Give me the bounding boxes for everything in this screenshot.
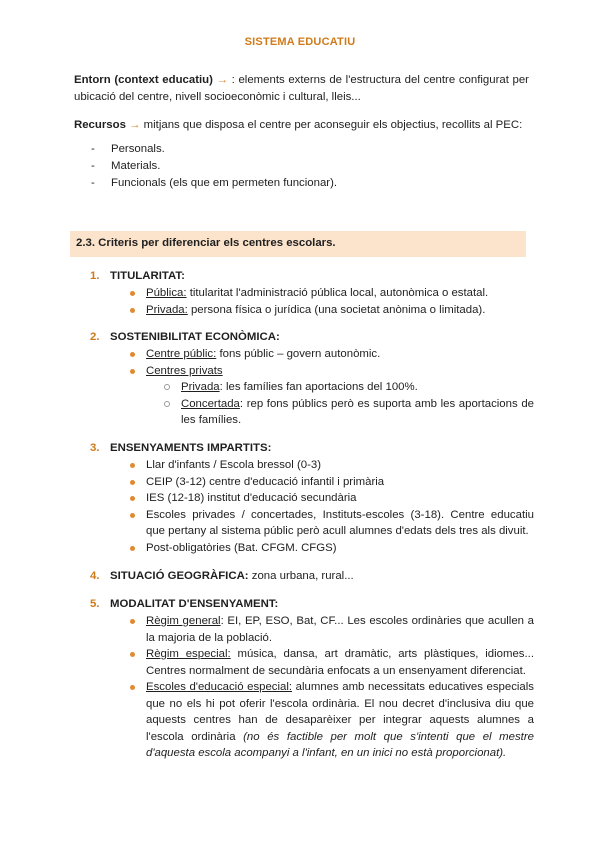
criterion-label-text: SITUACIÓ GEOGRÀFICA: <box>110 570 249 582</box>
sub-list-item <box>74 396 534 429</box>
criterion-number: 1. <box>90 270 100 282</box>
criterion-label-rest: zona urbana, rural... <box>248 570 354 582</box>
item-text: Post-obligatòries (Bat. CFGM. CFGS) <box>146 541 337 554</box>
bullet-icon <box>130 308 135 313</box>
recursos-list <box>74 141 524 192</box>
recursos-term: Recursos <box>74 119 126 131</box>
criterion-label <box>110 568 354 585</box>
criterion-titularitat <box>74 268 534 318</box>
entorn-text: : elements externs de l'estructura del centre configurat per ubicació del centre, nivell socioeconòmic i cultural, lleis... <box>74 74 529 103</box>
bullet-icon <box>130 685 135 690</box>
recursos-text: mitjans que disposa el centre per aconseguir els objectius, recollits al PEC: <box>140 119 523 131</box>
bullet-icon <box>130 513 135 518</box>
item-term: Centres privats <box>146 364 223 377</box>
item-text: : EI, EP, ESO, Bat, CF... Les escoles ordinàries que acullen a la majoria de la població. <box>146 615 534 644</box>
criterion-heading <box>74 568 534 585</box>
criterion-ensenyaments <box>74 440 534 556</box>
arrow-icon: → <box>216 74 228 86</box>
item-text: Llar d'infants / Escola bressol (0-3) <box>146 459 322 471</box>
item-text: : les famílies fan aportacions del 100%. <box>219 381 418 393</box>
criterion-sostenibilitat <box>74 329 534 429</box>
bullet-icon <box>130 652 135 657</box>
circle-bullet-icon <box>164 384 170 390</box>
section-heading-band <box>70 231 526 257</box>
bullet-icon <box>130 619 135 624</box>
bullet-icon <box>130 369 135 374</box>
arrow-icon: → <box>129 119 141 131</box>
item-text: persona física o jurídica (una societat anònima o limitada). <box>187 303 486 316</box>
bullet-icon <box>130 463 135 468</box>
bullet-icon <box>130 546 135 551</box>
circle-bullet-icon <box>164 401 170 407</box>
item-text: IES (12-18) institut d'educació secundària <box>146 492 357 504</box>
criterion-heading <box>74 268 534 285</box>
list-item <box>74 141 524 158</box>
item-term: Centre públic: <box>146 348 217 360</box>
item-term: Escoles d'educació especial: <box>146 681 293 693</box>
criterion-heading <box>74 596 534 613</box>
criterion-situacio <box>74 568 534 585</box>
item-text: música, dansa, art dramàtic, arts plàstiques, idiomes... Centres normalment de secundària enfocats a un ensenyament diferenciat. <box>146 648 534 677</box>
list-item <box>74 490 534 507</box>
bullet-icon <box>130 291 135 296</box>
list-item <box>74 158 524 175</box>
item-term: Privada <box>181 381 220 393</box>
list-item <box>74 646 534 679</box>
recursos-paragraph <box>74 117 529 134</box>
criterion-number: 5. <box>90 598 100 610</box>
bullet-icon <box>130 352 135 357</box>
item-term: Règim especial: <box>146 648 231 660</box>
criterion-number: 2. <box>90 331 100 343</box>
item-term: Pública: <box>146 287 187 299</box>
item-term: Privada: <box>146 303 188 316</box>
list-item-text: Funcionals (els que em permeten funcionar). <box>111 177 338 189</box>
criterion-heading <box>74 440 534 457</box>
sub-list-item <box>74 379 534 396</box>
list-item-text: Personals. <box>111 143 165 155</box>
item-text: fons públic – govern autonòmic. <box>216 348 381 360</box>
list-item-text: Materials. <box>111 160 161 172</box>
list-item <box>74 363 534 380</box>
list-item <box>74 457 534 474</box>
list-item <box>74 346 534 363</box>
bullet-icon <box>130 480 135 485</box>
item-term: Règim general <box>146 615 221 627</box>
criterion-number: 3. <box>90 442 100 454</box>
criterion-label: TITULARITAT: <box>110 270 185 282</box>
list-item <box>74 613 534 646</box>
item-text: titularitat l'administració pública local, autonòmica o estatal. <box>186 287 489 299</box>
item-text: : rep fons públics però es suporta amb les aportacions de les famílies. <box>181 397 534 426</box>
criterion-label: MODALITAT D'ENSENYAMENT: <box>110 598 279 610</box>
item-note: (no és factible per molt que s'intenti que el mestre d'aquesta escola acompanyi a l'infant, en un inici no està proporcionat). <box>146 730 534 759</box>
item-text: alumnes amb necessitats educatives especials que no els hi pot oferir l'escola ordinària. El nou decret d'inclusiva diu que aquests centres han de desaparèixer per integrar aquests alumnes a l'escola ordinària <box>146 681 534 743</box>
criterion-label: ENSENYAMENTS IMPARTITS: <box>110 442 272 454</box>
criterion-heading <box>74 329 534 346</box>
list-item <box>74 175 524 192</box>
list-item <box>74 507 534 540</box>
list-item <box>74 679 534 762</box>
item-text: CEIP (3-12) centre d'educació infantil i primària <box>146 475 385 488</box>
entorn-term: Entorn (context educatiu) <box>74 74 213 86</box>
document-title: SISTEMA EDUCATIU <box>244 36 356 48</box>
bullet-icon <box>130 496 135 501</box>
list-item <box>74 285 534 302</box>
item-term: Concertada <box>181 397 240 410</box>
list-item <box>74 474 534 491</box>
entorn-paragraph <box>74 72 529 106</box>
criterion-number: 4. <box>90 570 100 582</box>
list-item <box>74 302 534 319</box>
section-heading: 2.3. Criteris per diferenciar els centres escolars. <box>76 237 336 249</box>
item-text: Escoles privades / concertades, Instituts-escoles (3-18). Centre educatiu que pertany al sistema públic però acull alumnes d'edats dels tres als divuit. <box>146 508 534 537</box>
criterion-label: SOSTENIBILITAT ECONÒMICA: <box>110 331 280 343</box>
criterion-modalitat <box>74 596 534 762</box>
list-item <box>74 540 534 557</box>
